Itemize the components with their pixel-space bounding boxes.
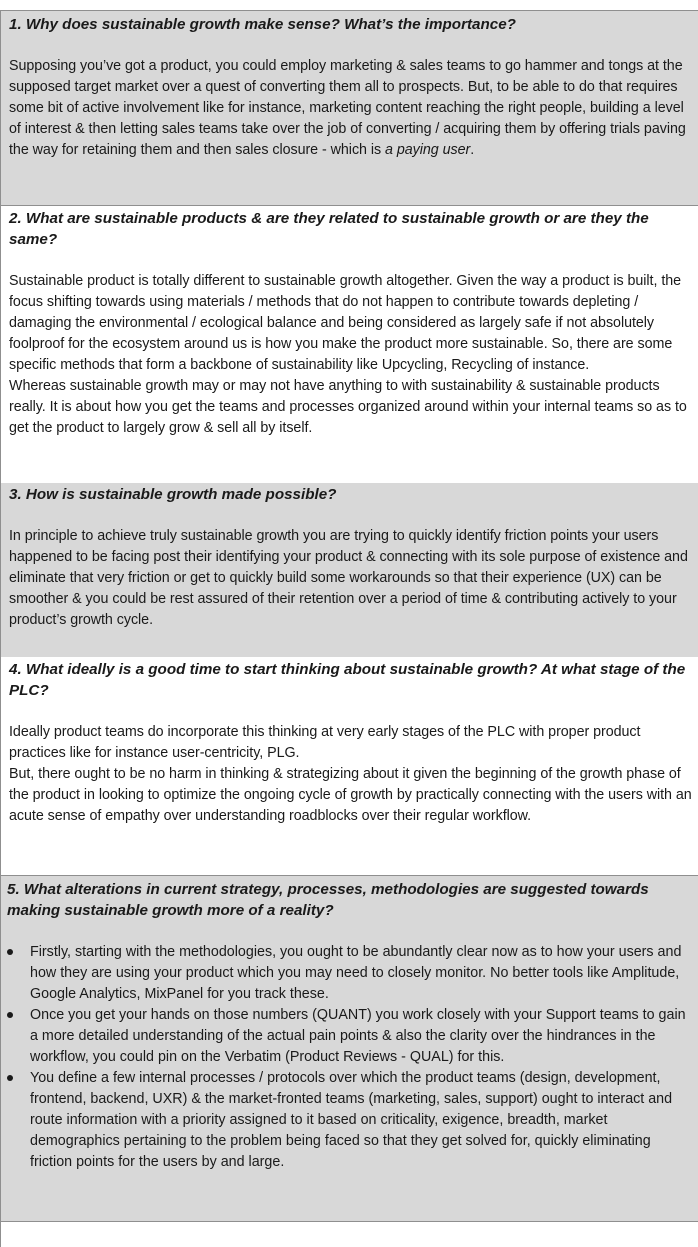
bullet-icon [7,1075,13,1081]
faq-section-2 [1,205,698,483]
faq-section-5 [1,875,698,1222]
question-4: 4. What ideally is a good time to start thinking about sustainable growth? At what stage of the PLC? [9,661,686,699]
list-item: Once you get your hands on those numbers (QUANT) you work closely with your Support teams to gain a more detailed understanding of the actual pain points & also the clarity over the hindrances in the workflow, you could pin on the Verbatim (Product Reviews - QUAL) for this. [7,1005,692,1068]
answer-4-paragraph-2: But, there ought to be no harm in thinking & strategizing about it given the beginning of the growth phase of the product in looking to optimize the ongoing cycle of growth by practically connecting with the users with an acute sense of empathy over understanding roadblocks over their regular workflow. [9,766,692,824]
document-page [0,10,698,1247]
list-item: Firstly, starting with the methodologies, you ought to be abundantly clear now as to how your users and how they are using your product which you may need to closely monitor. No better tools like Amplitude, Google Analytics, MixPanel for you track these. [7,942,692,1005]
question-3: 3. How is sustainable growth made possible? [9,486,337,503]
question-2: 2. What are sustainable products & are they related to sustainable growth or are they the same? [9,210,649,248]
bullet-icon [7,949,13,955]
answer-1-emphasis: a paying user [385,142,471,158]
faq-section-4 [1,657,698,875]
faq-section-3 [1,483,698,657]
answer-2-paragraph-2: Whereas sustainable growth may or may not have anything to with sustainability & sustainable products really. It is about how you get the teams and processes organized around within your internal teams so as to get the product to largely grow & sell all by itself. [9,378,687,436]
answer-1: Supposing you’ve got a product, you could employ marketing & sales teams to go hammer and tongs at the supposed target market over a quest of converting them all to prospects. But, to be able to do that requires some bit of active involvement like for instance, marketing content reaching the right people, building a level of interest & then letting sales teams take over the job of converting / acquiring them by offering trials paving the way for retaining them and then sales closure - which is a paying user. [9,58,686,158]
answer-3: In principle to achieve truly sustainable growth you are trying to quickly identify friction points your users happened to be facing post their identifying your product & connecting with its sole purpose of existence and eliminate that very friction or get to quickly build some workarounds so that their experience (UX) can be smoother & you could be rest assured of their retention over a period of time & contributing actively to your product’s growth cycle. [9,528,688,628]
answer-5-list [7,942,692,1173]
answer-4-paragraph-1: Ideally product teams do incorporate this thinking at very early stages of the PLC with proper product practices like for instance user-centricity, PLG. [9,724,641,761]
list-item: You define a few internal processes / protocols over which the product teams (design, development, frontend, backend, UXR) & the market-fronted teams (marketing, sales, support) ought to interact and route information with a priority assigned to it based on criticality, exigence, breadth, market demographics pertaining to the problem being faced so that they get solved for, quickly eliminating friction points for the users by and large. [7,1068,692,1173]
faq-section-1 [1,10,698,205]
answer-2-paragraph-1: Sustainable product is totally different to sustainable growth altogether. Given the way a product is built, the focus shifting towards using materials / methods that do not happen to contribute towards depleting / damaging the environmental / ecological balance and being considered as largely safe if not absolutely foolproof for the ecosystem around us is how you make the product more sustainable. So, there are some specific methods that form a backbone of sustainability like Upcycling, Recycling of instance. [9,273,682,373]
bullet-icon [7,1012,13,1018]
question-1: 1. Why does sustainable growth make sense? What’s the importance? [9,16,516,33]
question-5: 5. What alterations in current strategy, processes, methodologies are suggested towards making sustainable growth more of a reality? [7,881,649,919]
